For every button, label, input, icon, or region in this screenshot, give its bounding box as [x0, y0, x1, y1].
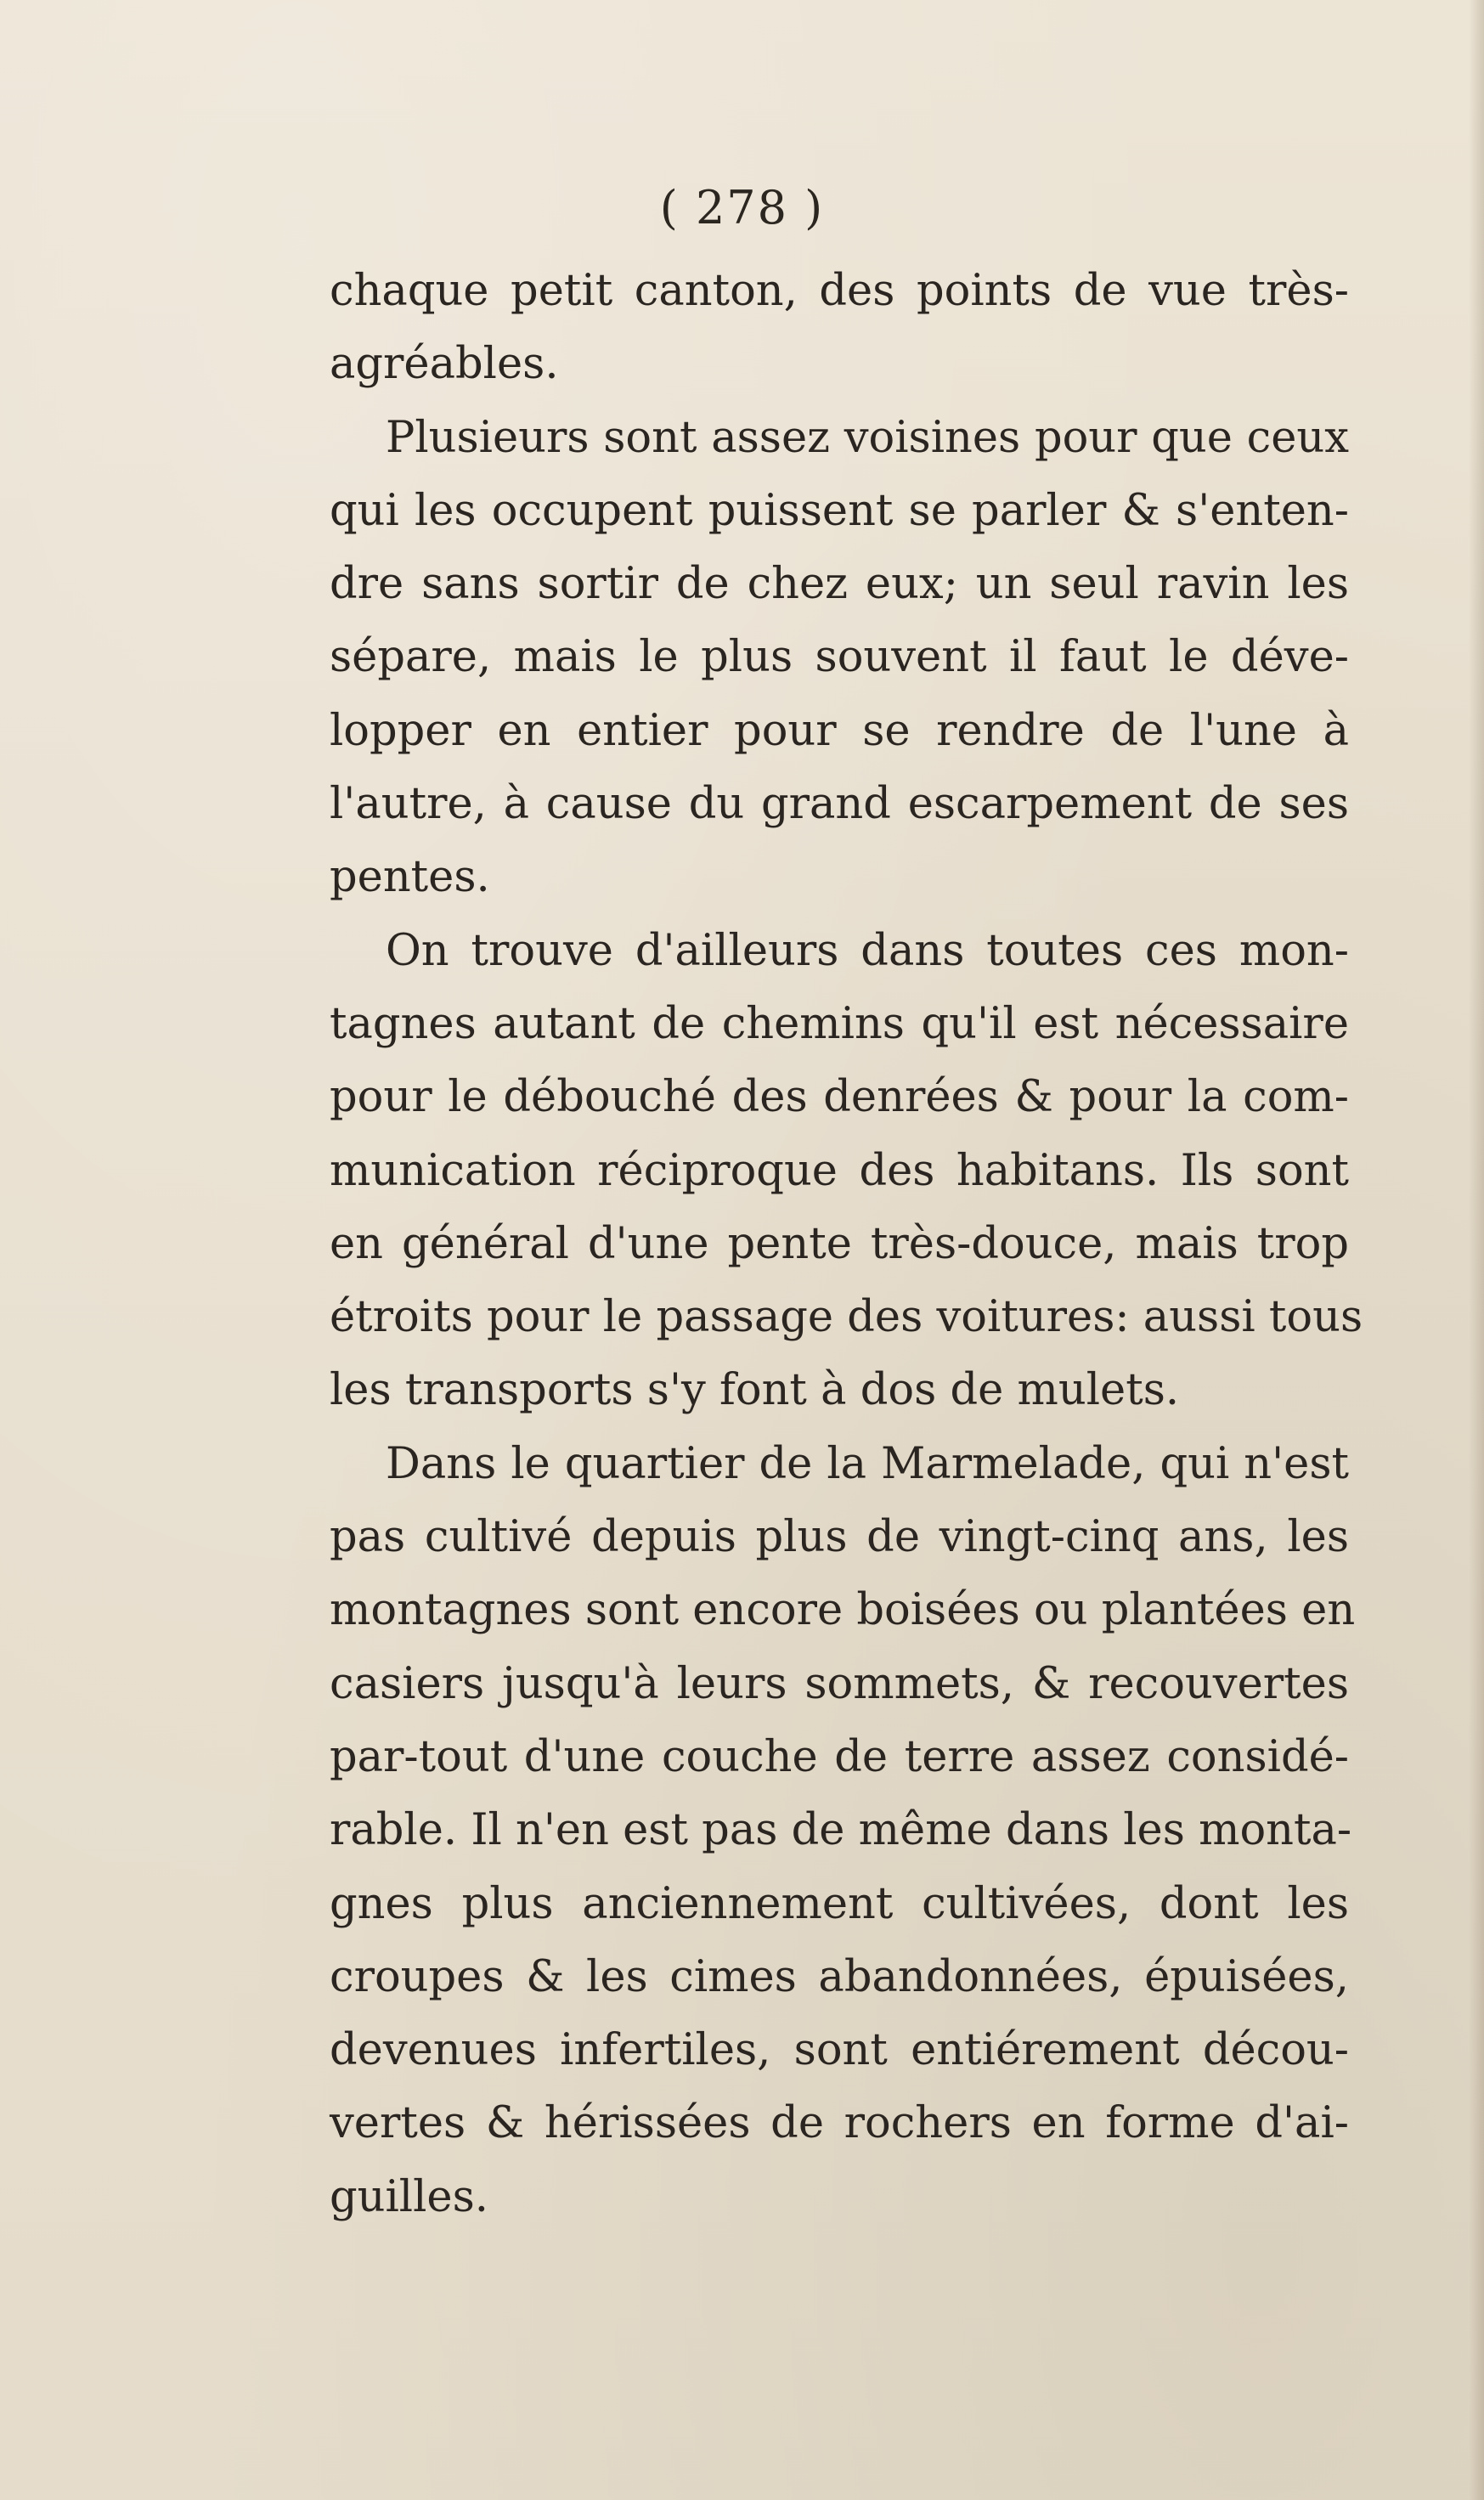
text-line: pentes. [330, 852, 490, 903]
text-line: rable. Il n'en est pas de même dans les monta- [330, 1805, 1352, 1856]
text-line: Plusieurs sont assez voisines pour que ceux [386, 412, 1349, 463]
text-line: On trouve d'ailleurs dans toutes ces mon- [386, 925, 1349, 976]
page-number: ( 278 ) [659, 181, 825, 234]
text-line: agréables. [330, 339, 559, 390]
text-line: gnes plus anciennement cultivées, dont les [330, 1878, 1349, 1929]
text-line: lopper en entier pour se rendre de l'une à [330, 705, 1349, 756]
text-line: étroits pour le passage des voitures: aussi tous [330, 1292, 1363, 1343]
text-line: tagnes autant de chemins qu'il est nécessaire [330, 998, 1349, 1049]
text-line: sépare, mais le plus souvent il faut le déve- [330, 632, 1349, 683]
text-line: munication réciproque des habitans. Ils sont [330, 1145, 1349, 1196]
text-line: chaque petit canton, des points de vue très- [330, 266, 1349, 316]
text-line: par-tout d'une couche de terre assez considé- [330, 1731, 1349, 1782]
text-line: Dans le quartier de la Marmelade, qui n'est [386, 1438, 1349, 1489]
text-line: guilles. [330, 2171, 488, 2222]
text-line: croupes & les cimes abandonnées, épuisées, [330, 1951, 1349, 2002]
text-line: en général d'une pente très-douce, mais trop [330, 1218, 1349, 1269]
text-line: montagnes sont encore boisées ou plantées en [330, 1585, 1356, 1636]
page-edge-shadow [1469, 0, 1484, 2500]
text-line: devenues infertiles, sont entiérement décou- [330, 2025, 1349, 2076]
text-line: casiers jusqu'à leurs sommets, & recouvertes [330, 1658, 1349, 1709]
text-line: pas cultivé depuis plus de vingt-cinq ans, les [330, 1512, 1349, 1563]
text-line: dre sans sortir de chez eux; un seul ravin les [330, 559, 1349, 610]
text-line: l'autre, à cause du grand escarpement de ses [330, 779, 1349, 830]
body-text [330, 255, 1363, 2234]
text-line: pour le débouché des denrées & pour la com- [330, 1072, 1349, 1123]
text-line: les transports s'y font à dos de mulets. [330, 1365, 1180, 1416]
text-line: qui les occupent puissent se parler & s'enten- [330, 485, 1349, 536]
text-line: vertes & hérissées de rochers en forme d'ai- [330, 2098, 1349, 2149]
